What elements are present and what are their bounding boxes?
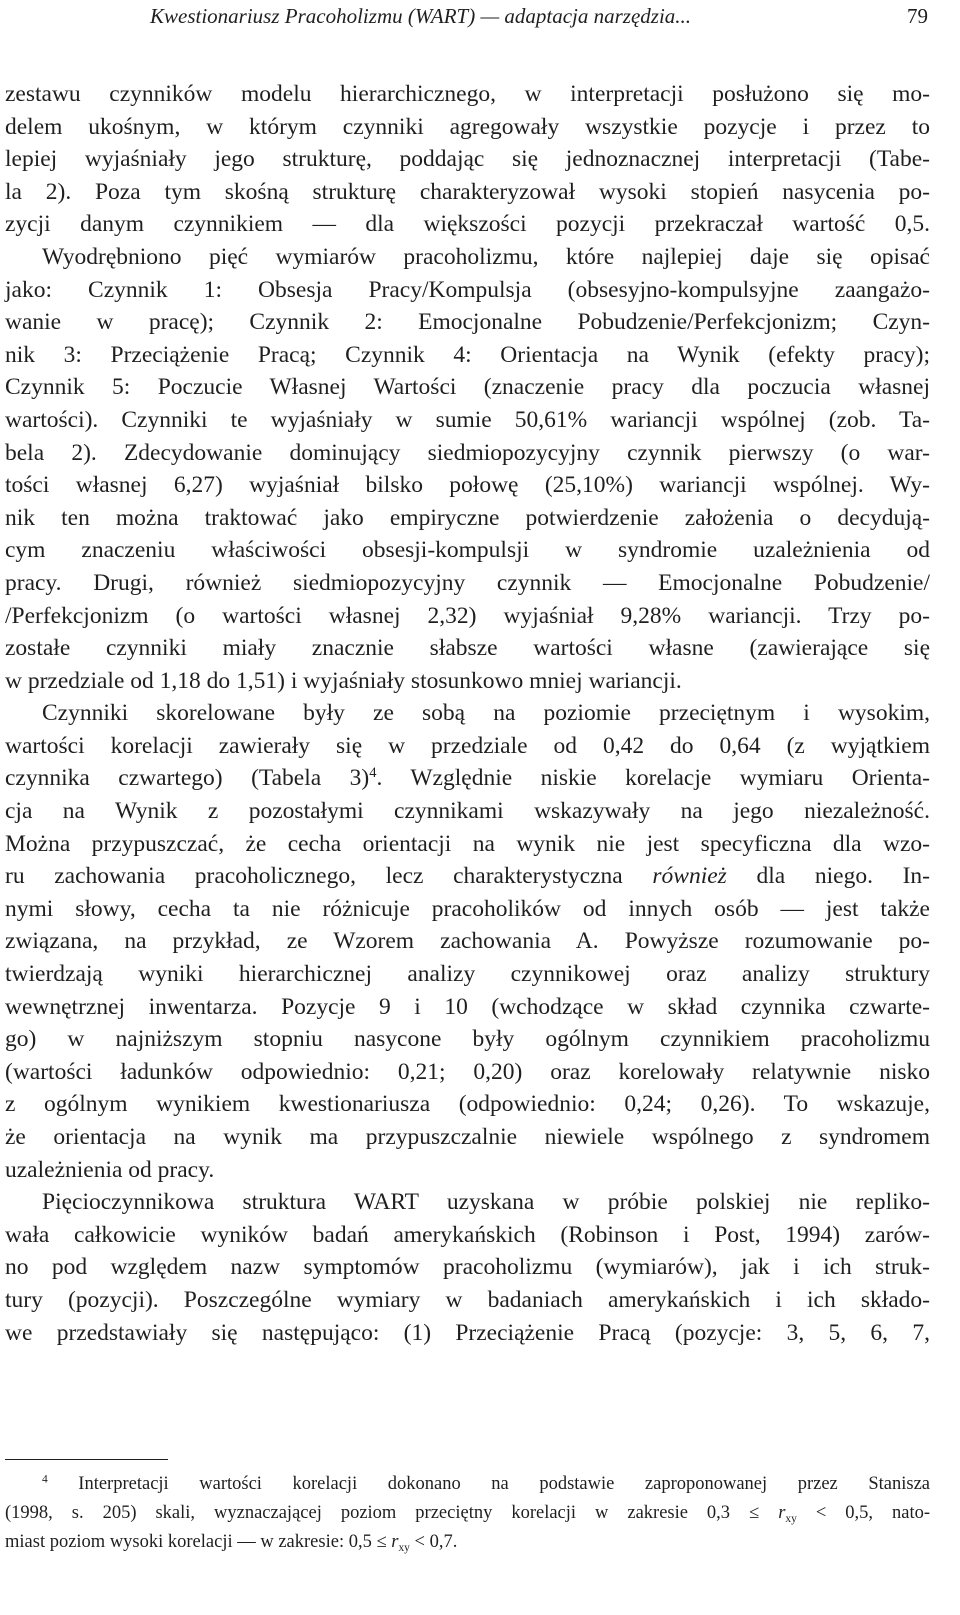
- footnote-mark: 4: [42, 1473, 48, 1486]
- text-line: że orientacja na wynik ma przypuszczalnie niewiele wspólnego z syndromem: [5, 1124, 930, 1150]
- body-text: [5, 78, 930, 1349]
- text-run: (1998, s. 205) skali, wyznaczającej poziom przeciętny korelacji w zakresie 0,3 ≤: [5, 1503, 779, 1523]
- math-subscript: xy: [398, 1542, 410, 1554]
- text-line: nik 3: Przeciążenie Pracą; Czynnik 4: Orientacja na Wynik (efekty pracy);: [5, 341, 930, 368]
- text-line: jako: Czynnik 1: Obsesja Pracy/Kompulsja (obsesyjno-kompulsyjne zaangażo-: [5, 276, 930, 303]
- text-run: Interpretacji wartości korelacji dokonano na podstawie zaproponowanej przez Stanisza: [47, 1474, 930, 1494]
- text-line: Pięcioczynnikowa struktura WART uzyskana w próbie polskiej nie repliko-: [42, 1189, 930, 1216]
- text-line: wewnętrznej inwentarza. Pozycje 9 i 10 (wchodzące w skład czynnika czwarte-: [5, 993, 930, 1020]
- text-run: miast poziom wysoki korelacji — w zakresie: 0,5 ≤: [5, 1532, 392, 1552]
- text-run: czynnika czwartego) (Tabela 3): [5, 765, 370, 792]
- text-line: cym znaczeniu właściwości obsesji-kompulsji w syndromie uzależnienia od: [5, 537, 930, 564]
- emphasis: również: [652, 863, 727, 890]
- text-line: nik ten można traktować jako empiryczne potwierdzenie założenia o decydują-: [5, 504, 930, 531]
- text-line: (wartości ładunków odpowiednio: 0,21; 0,20) oraz korelowały relatywnie nisko: [5, 1058, 930, 1085]
- text-line: bela 2). Zdecydowanie dominujący siedmiopozycyjny czynnik pierwszy (o war-: [5, 439, 930, 466]
- math-variable: r: [391, 1532, 399, 1552]
- math-variable: r: [778, 1503, 786, 1523]
- text-line: delem ukośnym, w którym czynniki agregowały wszystkie pozycje i przez to: [5, 113, 930, 140]
- text-line: tury (pozycji). Poszczególne wymiary w badaniach amerykańskich i ich składo-: [5, 1286, 930, 1313]
- text-line: no pod względem nazw symptomów pracoholizmu (wymiarów), jak i ich struk-: [5, 1254, 930, 1281]
- text-run: < 0,5, nato-: [796, 1503, 931, 1523]
- footnote-line: [5, 1470, 930, 1499]
- footnote-separator: [5, 1459, 168, 1460]
- text-line: Czynnik 5: Poczucie Własnej Wartości (znaczenie pracy dla poczucia własnej: [5, 374, 930, 401]
- text-line: wała całkowicie wyników badań amerykańskich (Robinson i Post, 1994) zarów-: [5, 1221, 930, 1248]
- footnote-line: [5, 1499, 930, 1528]
- text-line: zestawu czynników modelu hierarchicznego, w interpretacji posłużono się mo-: [5, 81, 930, 107]
- text-run: < 0,7.: [409, 1532, 458, 1552]
- text-run: . Względnie niskie korelacje wymiaru Orienta-: [376, 765, 930, 792]
- text-line: twierdzają wyniki hierarchicznej analizy czynnikowej oraz analizy struktury: [5, 961, 930, 988]
- math-subscript: xy: [785, 1513, 797, 1525]
- text-line: go) w najniższym stopniu nasycone były ogólnym czynnikiem pracoholizmu: [5, 1026, 930, 1053]
- running-header: [150, 4, 928, 34]
- page-number: 79: [907, 4, 928, 28]
- footnote-reference: 4: [369, 765, 377, 782]
- running-title: Kwestionariusz Pracoholizmu (WART) — adaptacja narzędzia...: [150, 4, 692, 28]
- text-line: pracy. Drugi, również siedmiopozycyjny czynnik — Emocjonalne Pobudzenie/: [5, 569, 930, 596]
- text-line: z ogólnym wynikiem kwestionariusza (odpowiednio: 0,24; 0,26). To wskazuje,: [5, 1091, 930, 1118]
- text-line: Czynniki skorelowane były ze sobą na poziomie przeciętnym i wysokim,: [42, 700, 930, 727]
- footnote-line: [5, 1528, 930, 1557]
- text-line: wanie w pracę); Czynnik 2: Emocjonalne Pobudzenie/Perfekcjonizm; Czyn-: [5, 309, 930, 336]
- text-line: nymi słowy, cecha ta nie różnicuje pracoholików od innych osób — jest także: [5, 895, 930, 922]
- text-line: tości własnej 6,27) wyjaśniał bilsko połowę (25,10%) wariancji wspólnej. Wy-: [5, 472, 930, 499]
- text-run: ru zachowania pracoholicznego, lecz charakterystyczna: [5, 863, 653, 890]
- text-line: /Perfekcjonizm (o wartości własnej 2,32) wyjaśniał 9,28% wariancji. Trzy po-: [5, 602, 930, 629]
- text-line: zycji danym czynnikiem — dla większości pozycji przekraczał wartość 0,5.: [5, 211, 930, 238]
- text-line: w przedziale od 1,18 do 1,51) i wyjaśniały stosunkowo mniej wariancji.: [5, 667, 682, 694]
- text-line: [5, 860, 930, 893]
- text-line: lepiej wyjaśniały jego strukturę, poddając się jednoznacznej interpretacji (Tabe-: [5, 146, 930, 173]
- text-line: związana, na przykład, ze Wzorem zachowania A. Powyższe rozumowanie po-: [5, 928, 930, 955]
- text-line: cja na Wynik z pozostałymi czynnikami wskazywały na jego niezależność.: [5, 798, 930, 825]
- text-line: [5, 762, 930, 795]
- text-line: Można przypuszczać, że cecha orientacji na wynik nie jest specyficzna dla wzo-: [5, 830, 930, 857]
- text-line: wartości korelacji zawierały się w przedziale od 0,42 do 0,64 (z wyjątkiem: [5, 732, 930, 759]
- text-run: dla niego. In-: [726, 863, 931, 890]
- text-line: uzależnienia od pracy.: [5, 1156, 215, 1183]
- text-line: la 2). Poza tym skośną strukturę charakteryzował wysoki stopień nasycenia po-: [5, 178, 930, 205]
- text-line: zostałe czynniki miały znacznie słabsze wartości własne (zawierające się: [5, 635, 930, 662]
- text-line: wartości). Czynniki te wyjaśniały w sumie 50,61% wariancji wspólnej (zob. Ta-: [5, 406, 930, 433]
- text-line: Wyodrębniono pięć wymiarów pracoholizmu, które najlepiej daje się opisać: [42, 243, 930, 270]
- footnote: [5, 1470, 930, 1557]
- text-line: we przedstawiały się następująco: (1) Przeciążenie Pracą (pozycje: 3, 5, 6, 7,: [5, 1319, 930, 1346]
